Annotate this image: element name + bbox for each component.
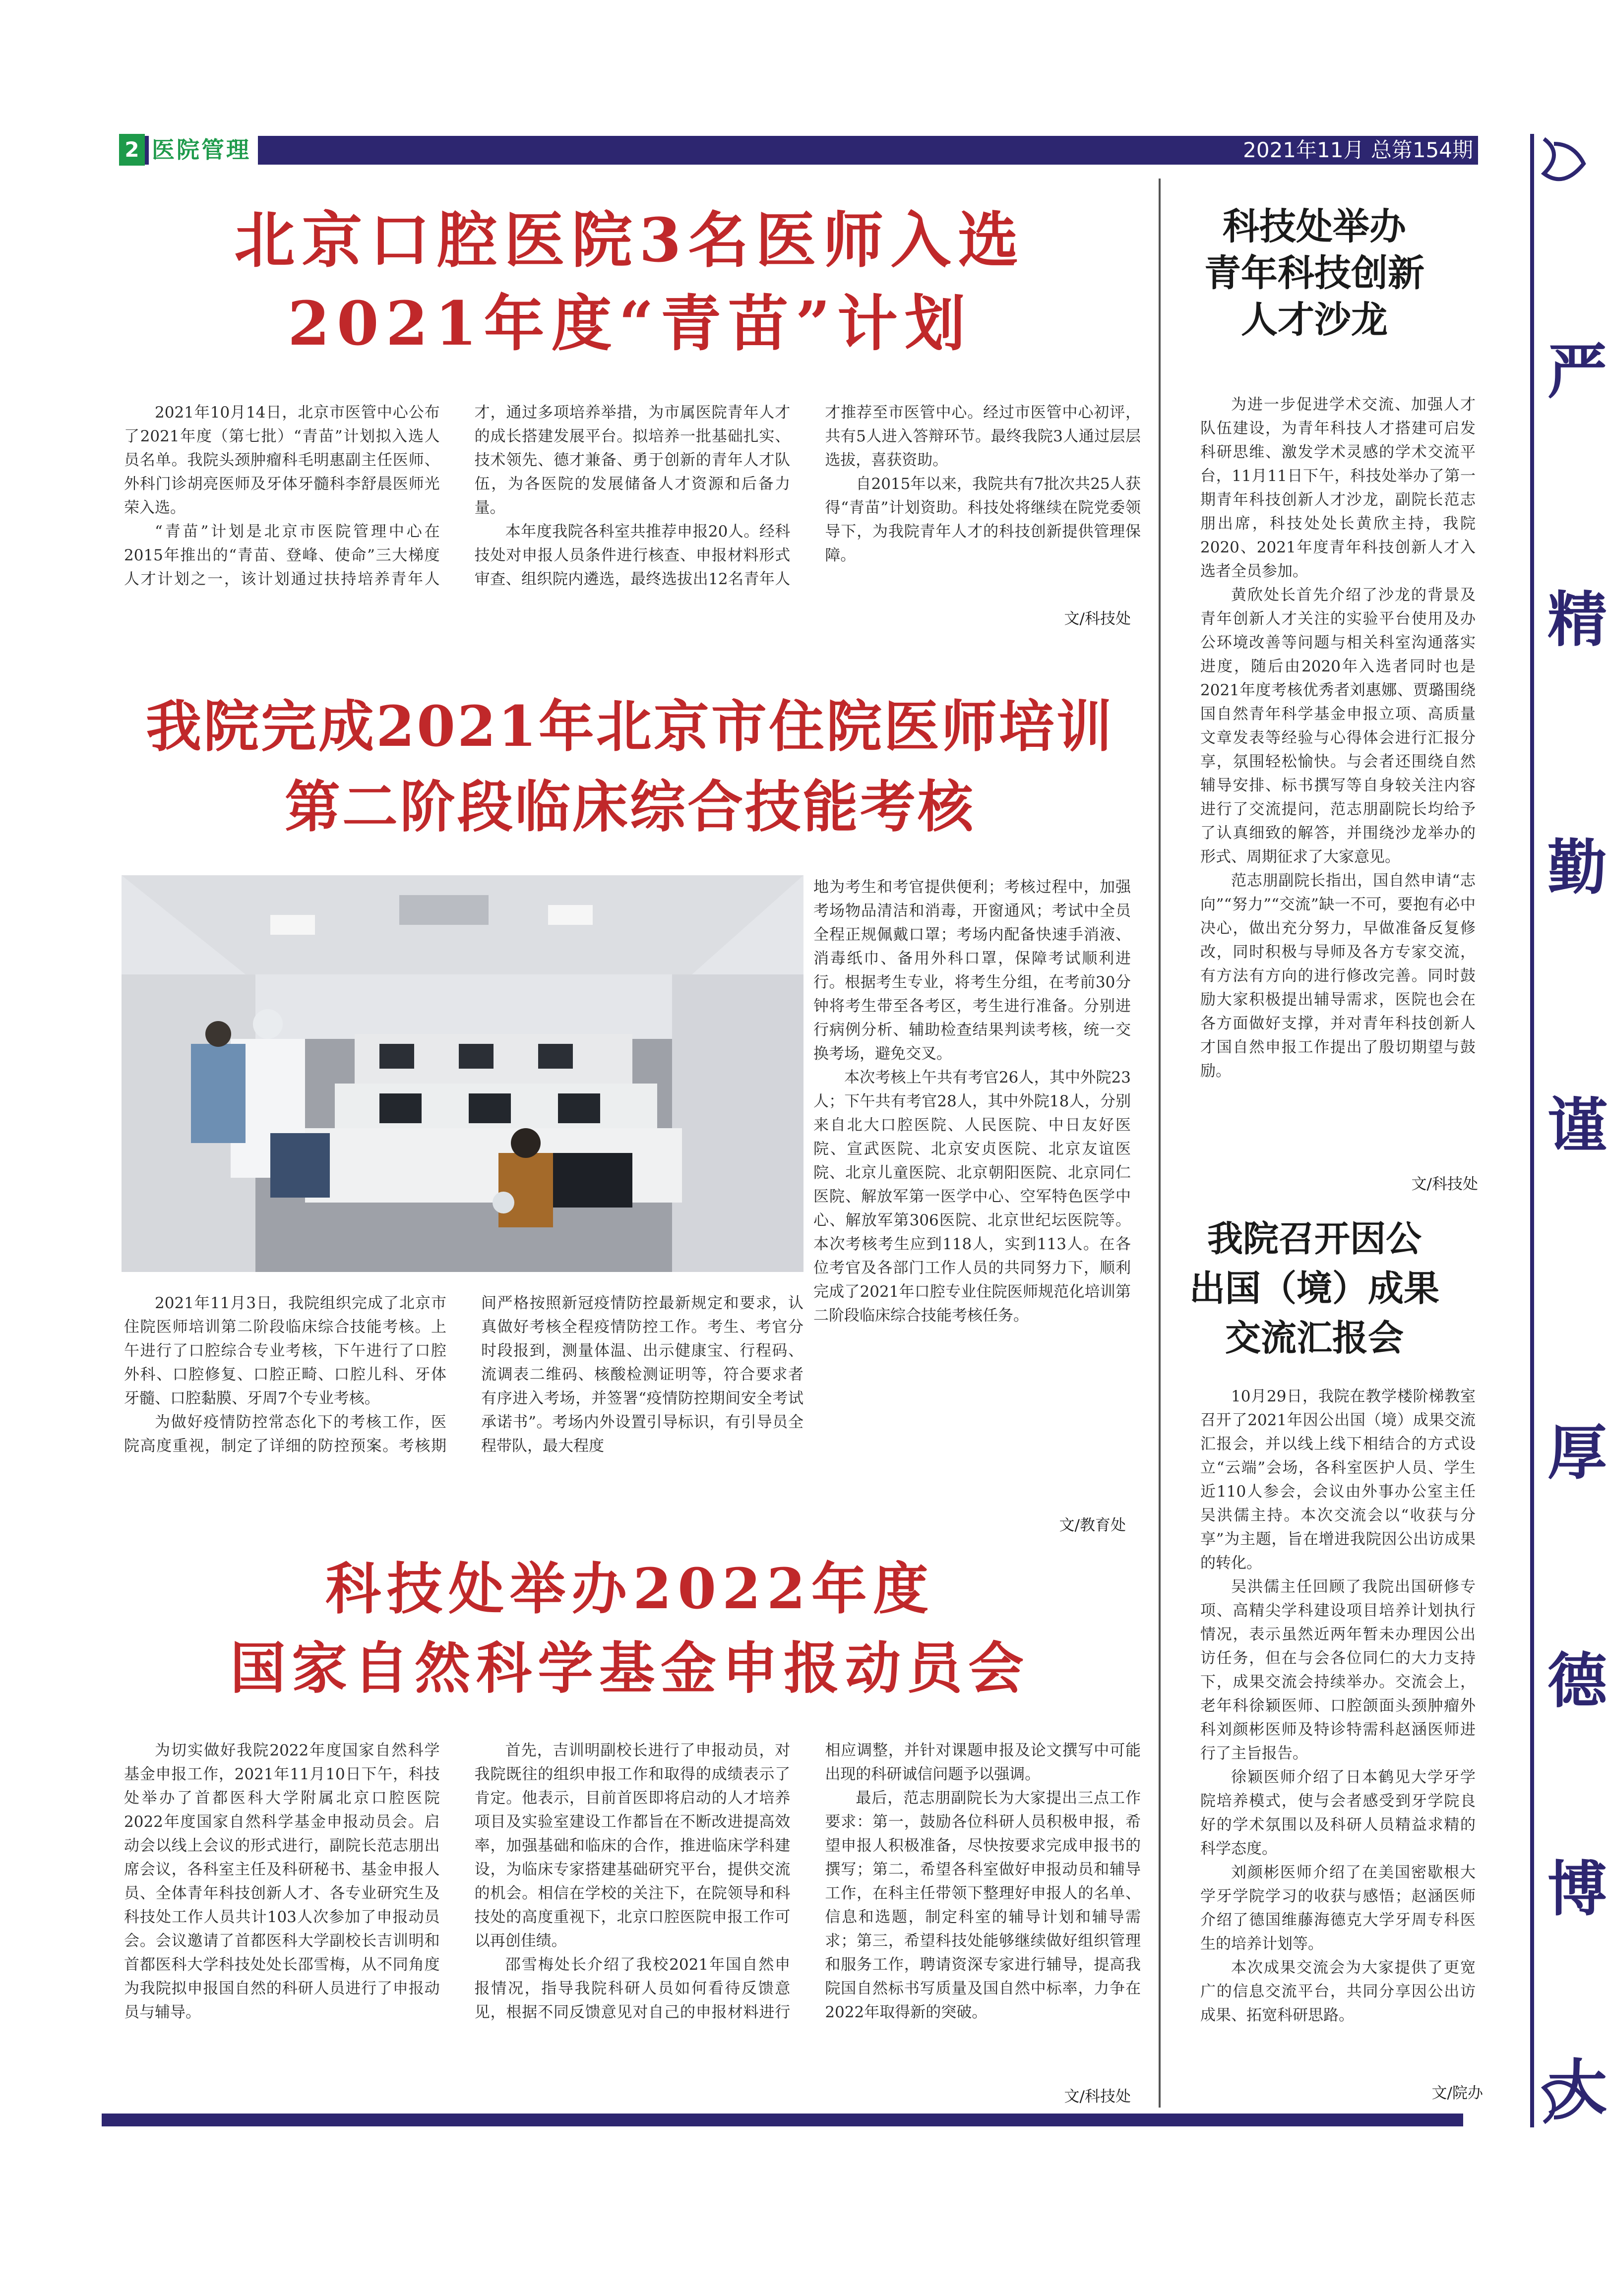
article3-paragraph: 最后，范志朋副院长为大家提出三点工作要求：第一，鼓励各位科研人员积极申报，希望申报人积极准备，尽快按要求完成申报书的撰写；第二，希望各科室做好申报动员和辅导工作，在科主任带领下整理好申报人的名单、信息和选题，制定科室的辅导计划和辅导需求；第三，希望科技处能够继续做好组织管理和服务工作，聘请资深专家进行辅导，提高我院国自然标书写质量及国自然中标率，力争在2022年取得新的突破。 (825, 1789, 1141, 2021)
article1-byline: 文/科技处 (1064, 610, 1131, 628)
side2-title-line2: 出国（境）成果 (1189, 1267, 1439, 1309)
side1-title (1171, 203, 1458, 343)
exam-room-illustration (122, 875, 804, 1272)
article2-title-line1: 我院完成2021年北京市住院医师培训 (146, 694, 1114, 759)
article1-title (119, 198, 1141, 365)
article2-paragraph: 为做好疫情防控常态化下的考核工作，医院高度重视，制定了详细的防控预案。考核期间严格按照新冠疫情防控最新规定和要求，认真做好考核全程疫情防控工作。考生、考官分时段报到，测量体温、出示健康宝、行程码、流调表二维码、核酸检测证明等，符合要求者有序进入考场，并签署“疫情防控期间安全考试承诺书”。考场内外设置引导标识，有引导员全程带队，最大程度 (124, 1294, 804, 1455)
side2-paragraph: 徐颖医师介绍了日本鹤见大学牙学院培养模式，使与会者感受到牙学院良好的学术氛围以及科研人员精益求精的科学态度。 (1200, 1768, 1476, 1858)
issue-date: 2021年11月 总第154期 (1243, 138, 1473, 162)
article2-byline: 文/教育处 (1059, 1516, 1126, 1534)
side1-paragraph: 为进一步促进学术交流、加强人才队伍建设，为青年科技人才搭建可启发科研思维、激发学术灵感的学术交流平台，11月11日下午，科技处举办了第一期青年科技创新人才沙龙，副院长范志朋出席，科技处处长黄欣主持，我院2020、2021年度青年科技创新人才入选者全员参加。 (1200, 396, 1476, 580)
side2-body (1200, 1385, 1476, 2027)
side2-byline: 文/院办 (1431, 2084, 1483, 2102)
article2-paragraph: 地为考生和考官提供便利；考核过程中，加强考场物品清洁和消毒，开窗通风；考试中全员全程正规佩戴口罩；考场内配备快速手消液、消毒纸巾、备用外科口罩，保障考试顺利进行。根据考生专业，将考生分组，在考前30分钟将考生带至各考区，考生进行准备。分别进行病例分析、辅助检查结果判读考核，统一交换考场，避免交叉。 (813, 878, 1131, 1063)
article2-body-left (124, 1291, 804, 1535)
article2-paragraph: 2021年11月3日，我院组织完成了北京市住院医师培训第二阶段临床综合技能考核。上午进行了口腔综合专业考核，下午进行了口腔外科、口腔修复、口腔正畸、口腔儿科、牙体牙髓、口腔黏膜、牙周7个专业考核。 (124, 1294, 446, 1407)
article2-paragraph: 本次考核上午共有考官26人，其中外院23人；下午共有考官28人，其中外院18人，分别来自北大口腔医院、人民医院、中日友好医院、宣武医院、北京安贞医院、北京友谊医院、北京儿童医院、北京朝阳医院、北京同仁医院、解放军第一医学中心、空军特色医学中心、解放军第306医院、北京世纪坛医院等。本次考核考生应到118人，实到113人。在各位考官及各部门工作人员的共同努力下，顺利完成了2021年口腔专业住院医师规范化培训第二阶段临床综合技能考核任务。 (813, 1069, 1131, 1325)
article1-title-line1: 北京口腔医院3名医师入选 (234, 204, 1026, 276)
motto-char: 勤 (1547, 833, 1607, 903)
article2-body-right (813, 875, 1131, 1328)
motto-char: 严 (1547, 337, 1607, 407)
side2-title (1171, 1214, 1458, 1363)
side1-paragraph: 黄欣处长首先介绍了沙龙的背景及青年创新人才关注的实验平台使用及办公环境改善等问题与相关科室沟通落实进度，随后由2020年入选者同时也是2021年度考核优秀者刘惠娜、贾璐围绕国自然青年科学基金申报立项、高质量文章发表等经验与心得体会进行汇报分享，氛围轻松愉快。与会者还围绕自然辅导安排、标书撰写等自身较关注内容进行了交流提问，范志朋副院长均给予了认真细致的解答，并围绕沙龙举办的形式、周期征求了大家意见。 (1200, 586, 1476, 866)
side2-paragraph: 刘颜彬医师介绍了在美国密歇根大学牙学院学习的收获与感悟；赵涵医师介绍了德国维藤海德克大学牙周专科医生的培养计划等。 (1200, 1864, 1476, 1953)
article3-body (124, 1739, 1141, 2086)
side1-body (1200, 393, 1476, 1083)
exam-room-photo (122, 875, 804, 1272)
side1-title-line1: 科技处举办 (1223, 205, 1406, 248)
side2-title-line1: 我院召开因公 (1207, 1217, 1422, 1260)
article1-paragraph: 本年度我院各科室共推荐申报20人。经科技处对申报人员条件进行核查、申报材料形式审查、组织院内遴选，最终选拔出12名青年人才推荐至市医管中心。经过市医管中心初评，共有5人进入答辩环节。最终我院3人通过层层选拔，喜获资助。 (474, 404, 1141, 588)
article3-paragraph: 为切实做好我院2022年度国家自然科学基金申报工作，2021年11月10日下午，科技处举办了首都医科大学附属北京口腔医院2022年度国家自然科学基金申报动员会。启动会以线上会议的形式进行，副院长范志朋出席会议，各科室主任及科研秘书、基金申报人员、全体青年科技创新人才、各专业研究生及科技处工作人员共计103人次参加了申报动员会。会议邀请了首都医科大学副校长吉训明和首都医科大学科技处处长邵雪梅，从不同角度为我院拟申报国自然的科研人员进行了申报动员与辅导。 (124, 1742, 440, 2021)
motto-char: 德 (1547, 1646, 1607, 1716)
side1-title-line2: 青年科技创新 (1204, 252, 1424, 295)
article3-title (119, 1550, 1141, 1708)
article1-paragraph: 自2015年以来，我院共有7批次共25人获得“青苗”计划资助。科技处将继续在院党委领导下，为我院青年人才的科技创新提供管理保障。 (825, 475, 1141, 564)
article1-paragraph: “青苗”计划是北京市医院管理中心在2015年推出的“青苗、登峰、使命”三大梯度人才计划之一，该计划通过扶持培养青年人才，通过多项培养举措，为市属医院青年人才的成长搭建发展平台。拟培养一批基础扎实、技术领先、德才兼备、勇于创新的青年人才队伍，为各医院的发展储备人才资源和后备力量。 (124, 404, 791, 588)
motto-char: 厚 (1547, 1418, 1607, 1488)
motto-char: 大 (1547, 2053, 1607, 2122)
page-number: 2 (119, 134, 145, 166)
column-divider (1159, 179, 1161, 2108)
article3-title-line1: 科技处举办2022年度 (325, 1557, 934, 1622)
article3-paragraph: 首先，吉训明副校长进行了申报动员，对我院既往的组织申报工作和取得的成绩表示了肯定。他表示，目前首医即将启动的人才培养项目及实验室建设工作都旨在不断改进提高效率，加强基础和临床的合作，推进临床学科建设，为临床专家搭建基础研究平台，提供交流的机会。相信在学校的关注下，在院领导和科技处的高度重视下，北京口腔医院申报工作可以再创佳绩。 (474, 1742, 791, 1950)
article2-title (119, 687, 1141, 847)
article1-paragraph: 2021年10月14日，北京市医管中心公布了2021年度（第七批）“青苗”计划拟入选人员名单。我院头颈肿瘤科毛明惠副主任医师、外科门诊胡亮医师及牙体牙髓科李舒晨医师光荣入选。 (124, 404, 440, 517)
article3-byline: 文/科技处 (1064, 2088, 1131, 2106)
article2-title-line2: 第二阶段临床综合技能考核 (285, 775, 975, 840)
side2-paragraph: 10月29日，我院在教学楼阶梯教室召开了2021年因公出国（境）成果交流汇报会，并以线上线下相结合的方式设立“云端”会场，各科室医护人员、学生近110人参会，会议由外事办公室主任吴洪儒主持。本次交流会以“收获与分享”为主题，旨在增进我院因公出访成果的转化。 (1200, 1388, 1476, 1572)
motto-char: 谨 (1547, 1090, 1607, 1160)
side1-byline: 文/科技处 (1411, 1175, 1478, 1193)
right-motto-strip (1530, 134, 1607, 2127)
article3-title-line2: 国家自然科学基金申报动员会 (230, 1636, 1030, 1701)
footer-bar (102, 2114, 1463, 2126)
side2-paragraph: 吴洪儒主任回顾了我院出国研修专项、高精尖学科建设项目培养计划执行情况，表示虽然近两年暂未办理因公出访任务，但在与会各位同仁的大力支持下，成果交流会持续举办。交流会上，老年科徐颖医师、口腔颌面头颈肿瘤外科刘颜彬医师及特诊特需科赵涵医师进行了主旨报告。 (1200, 1578, 1476, 1762)
motto-char: 精 (1547, 585, 1607, 655)
side2-paragraph: 本次成果交流会为大家提供了更宽广的信息交流平台，共同分享因公出访成果、拓宽科研思路。 (1200, 1959, 1476, 2024)
article3-paragraph: 邵雪梅处长介绍了我校2021年国自然申报情况，指导我院科研人员如何看待反馈意见，根据不同反馈意见对自己的申报材料进行相应调整，并针对课题申报及论文撰写中可能出现的科研诚信问题予以强调。 (474, 1742, 1141, 2021)
side1-title-line3: 人才沙龙 (1241, 299, 1388, 341)
side1-paragraph: 范志朋副院长指出，国自然申请“志向”“努力”“交流”缺一不可，要抱有必中决心，做出充分努力，早做准备反复修改，同时积极与导师及各方专家交流，有方法有方向的进行修改完善。同时鼓励大家积极提出辅导需求，医院也会在各方面做好支撑，并对青年科技创新人才国自然申报工作提出了殷切期望与鼓励。 (1200, 872, 1476, 1080)
section-title: 医院管理 (149, 135, 258, 165)
article1-title-line2: 2021年度“青苗”计划 (288, 288, 972, 359)
side2-title-line3: 交流汇报会 (1225, 1317, 1404, 1359)
motto-char: 博 (1547, 1854, 1607, 1924)
